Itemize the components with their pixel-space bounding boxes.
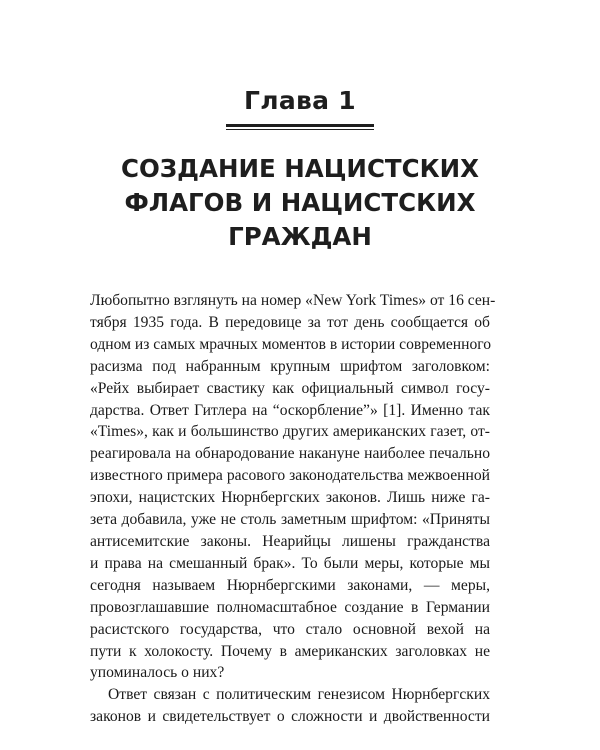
text-line: сегодня называем Нюрнбергскими законами, — меры,	[90, 576, 490, 594]
chapter-title-line: СОЗДАНИЕ НАЦИСТСКИХ	[120, 154, 480, 183]
text-line: дарства. Ответ Гитлера на “оскорбление”» [1]. Именно так	[90, 401, 490, 419]
text-line: провозглашавшие полномасштабное создание в Германии	[90, 598, 490, 616]
text-line: Ответ связан с политическим генезисом Нюрнбергских	[108, 686, 490, 704]
text-line: законов и свидетельствует о сложности и двойственности	[90, 708, 490, 726]
chapter-title	[40, 152, 560, 254]
text-line: одном из самых мрачных моментов в истории современного	[90, 335, 492, 353]
text-line: расистского государства, что стало основной вехой на	[90, 620, 490, 638]
text-line: пути к холокосту. Почему в американских заголовках не	[90, 642, 490, 660]
paragraph-1	[90, 290, 496, 684]
body-text	[90, 290, 496, 728]
text-line: известного примера расового законодательства межвоенной	[90, 467, 490, 485]
text-line: тября 1935 года. В передовице за тот день сообщается об	[90, 313, 490, 331]
paragraph-2	[90, 684, 490, 728]
text-line: «Times», как и большинство других американских газет, от-	[90, 423, 490, 441]
text-line: расизма под набранным крупным шрифтом заголовком:	[90, 357, 490, 375]
chapter-rule-thick	[226, 124, 374, 127]
text-line: Любопытно взглянуть на номер «New York Times» от 16 сен-	[90, 292, 496, 309]
chapter-rule-thin	[226, 129, 374, 130]
text-line: зета добавила, уже не столь заметным шрифтом: «Приняты	[90, 511, 490, 529]
text-line: эпохи, нацистских Нюрнбергских законов. Лишь ниже га-	[90, 489, 490, 507]
chapter-label: Глава 1	[244, 86, 356, 115]
text-line: упоминалось о них?	[90, 664, 225, 682]
chapter-title-line: ФЛАГОВ И НАЦИСТСКИХ	[124, 188, 476, 217]
text-line: антисемитские законы. Неарийцы лишены гражданства	[90, 532, 490, 550]
text-line: и права на смешанный брак». То были меры, которые мы	[90, 554, 490, 572]
chapter-title-line: ГРАЖДАН	[228, 222, 372, 251]
text-line: реагировала на обнародование накануне наиболее печально	[90, 445, 490, 463]
text-line: «Рейх выбирает свастику как официальный символ госу-	[90, 379, 490, 397]
